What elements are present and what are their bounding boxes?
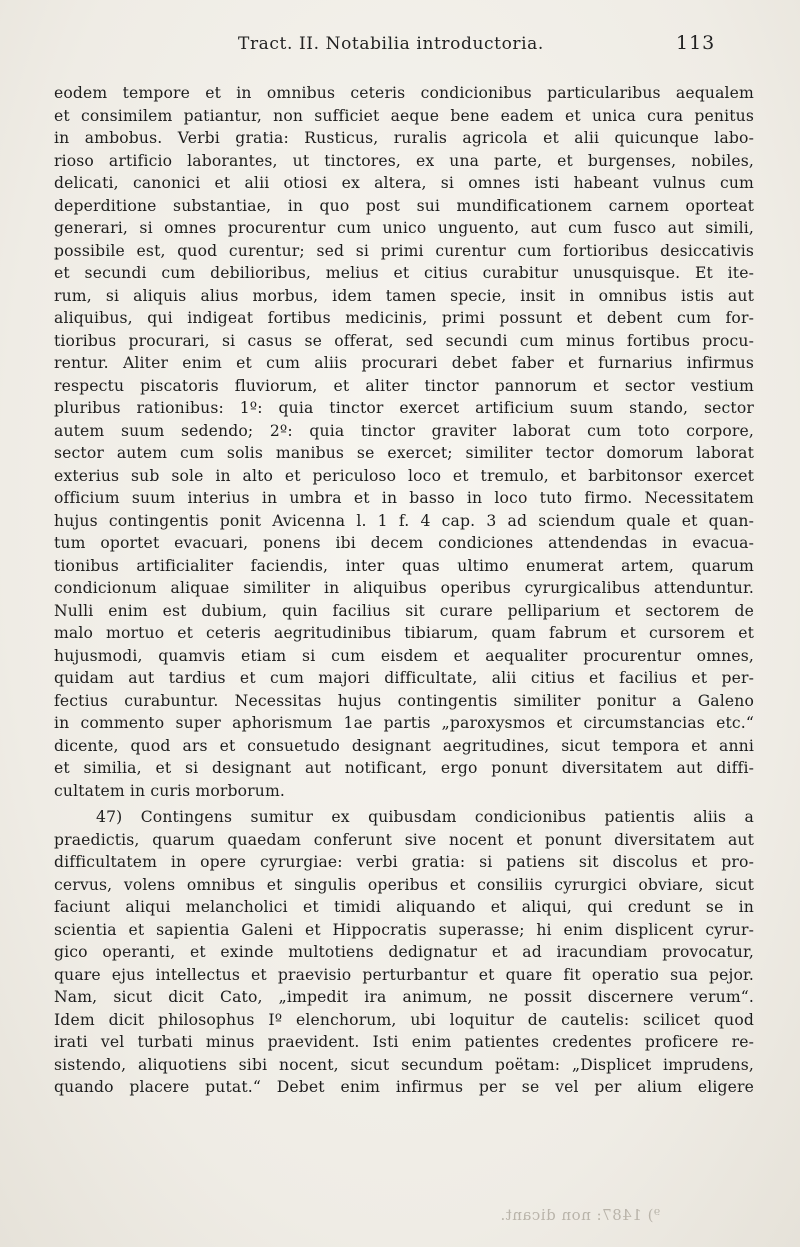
body-text bbox=[54, 82, 754, 1099]
text-line: tionibus artificialiter faciendis, inter quas ultimo enumerat artem, quarum bbox=[54, 556, 754, 575]
text-line: rioso artificio laborantes, ut tinctores, ex una parte, et burgenses, nobiles, bbox=[54, 151, 754, 170]
text-line: gico operanti, et exinde multotiens dedignatur et ad iracundiam provocatur, bbox=[54, 943, 754, 961]
text-line: rentur. Aliter enim et cum aliis procurari debet faber et furnarius infirmus bbox=[54, 354, 754, 372]
text-line: Nulli enim est dubium, quin facilius sit curare pelliparium et sectorem de bbox=[54, 601, 754, 620]
page-number: 113 bbox=[676, 32, 716, 54]
text-line: et secundi cum debilioribus, melius et citius curabitur unusquisque. Et ite- bbox=[54, 264, 754, 282]
text-line: Idem dicit philosophus Iº elenchorum, ubi loquitur de cautelis: scilicet quod bbox=[54, 1010, 754, 1029]
text-line: quidam aut tardius et cum majori difficultate, alii citius et facilius et per- bbox=[54, 669, 754, 687]
text-line: hujusmodi, quamvis etiam si cum eisdem et aequaliter procurentur omnes, bbox=[54, 646, 754, 665]
text-line: sistendo, aliquotiens sibi nocent, sicut secundum poëtam: „Displicet imprudens, bbox=[54, 1055, 754, 1074]
text-line: generari, si omnes procurentur cum unico unguento, aut cum fusco aut simili, bbox=[54, 219, 754, 237]
text-line: respectu piscatoris fluviorum, et aliter tinctor pannorum et sector vestium bbox=[54, 376, 754, 395]
text-line: hujus contingentis ponit Avicenna l. 1 f. 4 cap. 3 ad sciendum quale et quan- bbox=[54, 511, 754, 530]
text-line: quare ejus intellectus et praevisio perturbantur et quare fit operatio sua pejor. bbox=[54, 965, 754, 984]
text-line: fectius curabuntur. Necessitas hujus contingentis similiter ponitur a Galeno bbox=[54, 691, 754, 710]
text-line: aliquibus, qui indigeat fortibus medicinis, primi possunt et debent cum for- bbox=[54, 309, 754, 327]
text-line: possibile est, quod curentur; sed si primi curentur cum fortioribus desiccativis bbox=[54, 241, 754, 260]
text-line: faciunt aliqui melancholici et timidi aliquando et aliqui, qui credunt se in bbox=[54, 898, 754, 916]
page-header bbox=[0, 30, 800, 60]
text-line: cultatem in curis morborum. bbox=[54, 781, 286, 800]
text-line: et similia, et si designant aut notificant, ergo ponunt diversitatem aut diffi- bbox=[54, 759, 754, 777]
text-line: dicente, quod ars et consuetudo designant aegritudines, sicut tempora et anni bbox=[54, 736, 754, 755]
text-line: malo mortuo et ceteris aegritudinibus tibiarum, quam fabrum et cursorem et bbox=[54, 624, 754, 642]
text-line: sector autem cum solis manibus se exercet; similiter tector domorum laborat bbox=[54, 444, 754, 462]
text-line: condicionum aliquae similiter in aliquibus operibus cyrurgicalibus attenduntur. bbox=[54, 579, 754, 597]
running-title: Tract. II. Notabilia introductoria. bbox=[238, 34, 544, 54]
text-line: Nam, sicut dicit Cato, „impedit ira animum, ne possit discernere verum“. bbox=[54, 988, 754, 1006]
text-line: praedictis, quarum quaedam conferunt sive nocent et ponunt diversitatem aut bbox=[54, 830, 754, 849]
paragraph-1 bbox=[54, 82, 754, 802]
text-line: cervus, volens omnibus et singulis operibus et consiliis cyrurgici obviare, sicut bbox=[54, 875, 754, 894]
text-line: pluribus rationibus: 1º: quia tinctor exercet artificium suum stando, sector bbox=[54, 399, 754, 417]
text-line: difficultatem in opere cyrurgiae: verbi gratia: si patiens sit discolus et pro- bbox=[54, 853, 754, 871]
text-line: in commento super aphorismum 1ae partis „paroxysmos et circumstancias etc.“ bbox=[54, 714, 754, 732]
text-line: quando placere putat.“ Debet enim infirmus per se vel per alium eligere bbox=[54, 1078, 754, 1096]
text-line: in ambobus. Verbi gratia: Rusticus, ruralis agricola et alii quicunque labo- bbox=[54, 129, 754, 147]
text-line: exterius sub sole in alto et periculoso loco et tremulo, et barbitonsor exercet bbox=[54, 466, 754, 485]
text-line: 47) Contingens sumitur ex quibusdam condicionibus patientis aliis a bbox=[96, 808, 754, 826]
text-line: eodem tempore et in omnibus ceteris condicionibus particularibus aequalem bbox=[54, 84, 754, 102]
paragraph-2 bbox=[54, 806, 754, 1099]
text-line: irati vel turbati minus praevident. Isti enim patientes credentes proficere re- bbox=[54, 1033, 754, 1051]
text-line: rum, si aliquis alius morbus, idem tamen specie, insit in omnibus istis aut bbox=[54, 286, 754, 305]
text-line: deperditione substantiae, in quo post sui mundificationem carnem oporteat bbox=[54, 196, 754, 215]
bleed-through-text: ⁹) 1487: non dicant. bbox=[500, 1206, 660, 1224]
text-line: autem suum sedendo; 2º: quia tinctor graviter laborat cum toto corpore, bbox=[54, 421, 754, 440]
text-line: delicati, canonici et alii otiosi ex altera, si omnes isti habeant vulnus cum bbox=[54, 174, 754, 192]
text-line: scientia et sapientia Galeni et Hippocratis superasse; hi enim displicent cyrur- bbox=[54, 920, 754, 939]
text-line: officium suum interius in umbra et in basso in loco tuto firmo. Necessitatem bbox=[54, 489, 754, 507]
text-line: tum oportet evacuari, ponens ibi decem condiciones attendendas in evacua- bbox=[54, 534, 754, 552]
text-line: tioribus procurari, si casus se offerat, sed secundi cum minus fortibus procu- bbox=[54, 331, 754, 350]
text-line: et consimilem patiantur, non sufficiet aeque bene eadem et unica cura penitus bbox=[54, 106, 754, 125]
